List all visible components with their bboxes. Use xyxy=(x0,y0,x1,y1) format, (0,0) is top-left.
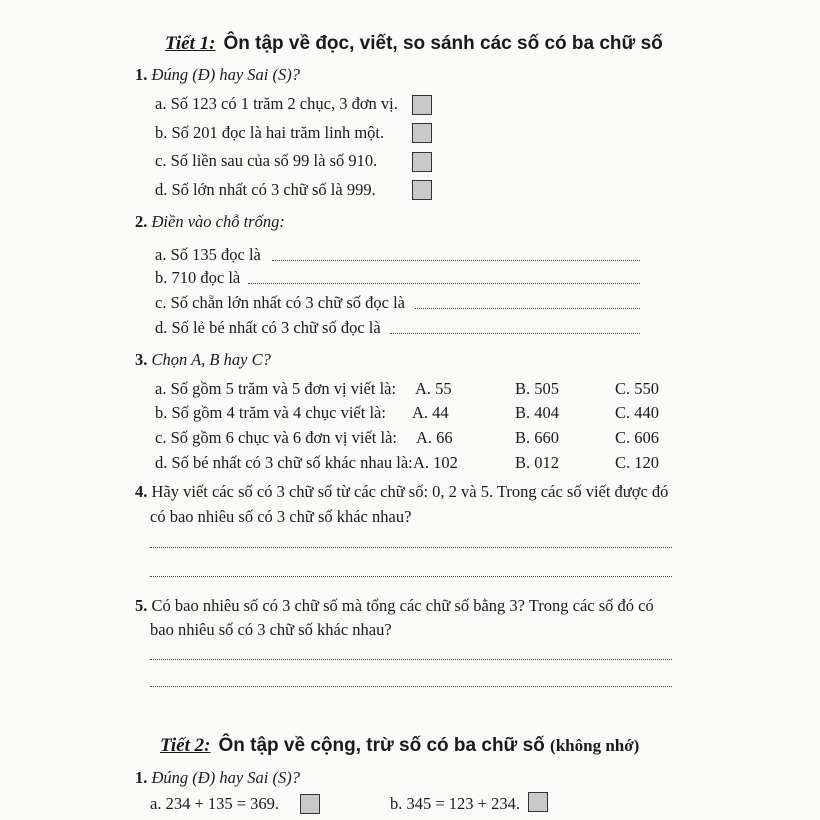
q5-text: Có bao nhiêu số có 3 chữ số mà tổng các chữ số bằng 3? Trong các số đó có xyxy=(151,596,654,615)
q5-line2: bao nhiêu số có 3 chữ số khác nhau? xyxy=(150,620,392,639)
l2q1-item-b: b. 345 = 123 + 234. xyxy=(390,794,520,813)
q3-c-option-b[interactable]: B. 660 xyxy=(515,428,560,447)
lesson1-heading xyxy=(165,32,663,56)
q2-item-a: a. Số 135 đọc là xyxy=(155,245,261,264)
answer-box-b[interactable] xyxy=(412,123,432,143)
q2-item-c: c. Số chẵn lớn nhất có 3 chữ số đọc là xyxy=(155,293,405,312)
q3-d-option-b[interactable]: B. 012 xyxy=(515,453,560,472)
q5-answer-line-2[interactable] xyxy=(150,686,672,687)
q3-a-option-a[interactable]: A. 55 xyxy=(415,379,452,398)
q1-item-b: b. Số 201 đọc là hai trăm linh một. xyxy=(155,123,385,142)
answer-box-a[interactable] xyxy=(412,95,432,115)
fill-line-a[interactable] xyxy=(272,260,640,261)
fill-line-c[interactable] xyxy=(415,308,640,309)
q1-item-d: d. Số lớn nhất có 3 chữ số là 999. xyxy=(155,180,376,199)
l2q1-text: Đúng (Đ) hay Sai (S)? xyxy=(151,768,300,787)
answer-box-c[interactable] xyxy=(412,152,432,172)
lesson2-heading xyxy=(160,734,639,758)
l2q1-item-a: a. 234 + 135 = 369. xyxy=(150,794,280,813)
q2-item-d: d. Số lẻ bé nhất có 3 chữ số đọc là xyxy=(155,318,381,337)
q1-item-a: a. Số 123 có 1 trăm 2 chục, 3 đơn vị. xyxy=(155,94,398,113)
q3-d-option-a[interactable]: A. 102 xyxy=(413,453,458,472)
lesson2-note: (không nhớ) xyxy=(550,736,640,755)
q1-number: 1. xyxy=(135,65,148,84)
q3-number: 3. xyxy=(135,350,148,369)
fill-line-d[interactable] xyxy=(390,333,640,334)
q3-b-option-b[interactable]: B. 404 xyxy=(515,403,560,422)
q2-number: 2. xyxy=(135,212,148,231)
q3-a-option-c[interactable]: C. 550 xyxy=(615,379,660,398)
q3-d-option-c[interactable]: C. 120 xyxy=(615,453,660,472)
q2-prompt xyxy=(135,212,285,232)
q3-row-a: a. Số gồm 5 trăm và 5 đơn vị viết là: xyxy=(155,379,397,398)
q1-text: Đúng (Đ) hay Sai (S)? xyxy=(151,65,300,84)
q3-b-option-a[interactable]: A. 44 xyxy=(412,403,449,422)
q4-answer-line-1[interactable] xyxy=(150,547,672,548)
lesson1-label: Tiết 1: xyxy=(165,33,216,54)
q3-b-option-c[interactable]: C. 440 xyxy=(615,403,660,422)
q3-row-c: c. Số gồm 6 chục và 6 đơn vị viết là: xyxy=(155,428,397,447)
q4-text: Hãy viết các số có 3 chữ số từ các chữ số: 0, 2 và 5. Trong các số viết được đó xyxy=(151,482,669,501)
q3-text: Chọn A, B hay C? xyxy=(151,350,271,369)
l2-answer-box-a[interactable] xyxy=(300,794,320,814)
l2-answer-box-b[interactable] xyxy=(528,792,548,812)
q5-line1 xyxy=(135,596,654,616)
q3-row-d: d. Số bé nhất có 3 chữ số khác nhau là: xyxy=(155,453,413,472)
q3-a-option-b[interactable]: B. 505 xyxy=(515,379,560,398)
answer-box-d[interactable] xyxy=(412,180,432,200)
q4-line1 xyxy=(135,482,668,502)
fill-line-b[interactable] xyxy=(248,283,640,284)
q2-text: Điền vào chỗ trống: xyxy=(151,212,285,231)
l2q1-number: 1. xyxy=(135,768,148,787)
q2-item-b: b. 710 đọc là xyxy=(155,268,241,287)
q1-prompt xyxy=(135,65,300,85)
q3-c-option-c[interactable]: C. 606 xyxy=(615,428,660,447)
q5-answer-line-1[interactable] xyxy=(150,659,672,660)
q4-line2: có bao nhiêu số có 3 chữ số khác nhau? xyxy=(150,507,412,526)
q3-c-option-a[interactable]: A. 66 xyxy=(416,428,453,447)
q4-number: 4. xyxy=(135,482,148,501)
lesson2-label: Tiết 2: xyxy=(160,735,211,756)
q5-number: 5. xyxy=(135,596,148,615)
q3-row-b: b. Số gồm 4 trăm và 4 chục viết là: xyxy=(155,403,386,422)
l2q1-prompt xyxy=(135,768,300,788)
q3-prompt xyxy=(135,350,271,370)
lesson2-title: Ôn tập về cộng, trừ số có ba chữ số xyxy=(218,735,545,756)
q4-answer-line-2[interactable] xyxy=(150,576,672,577)
q1-item-c: c. Số liền sau của số 99 là số 910. xyxy=(155,151,378,170)
lesson1-title: Ôn tập về đọc, viết, so sánh các số có ba chữ số xyxy=(223,33,663,54)
